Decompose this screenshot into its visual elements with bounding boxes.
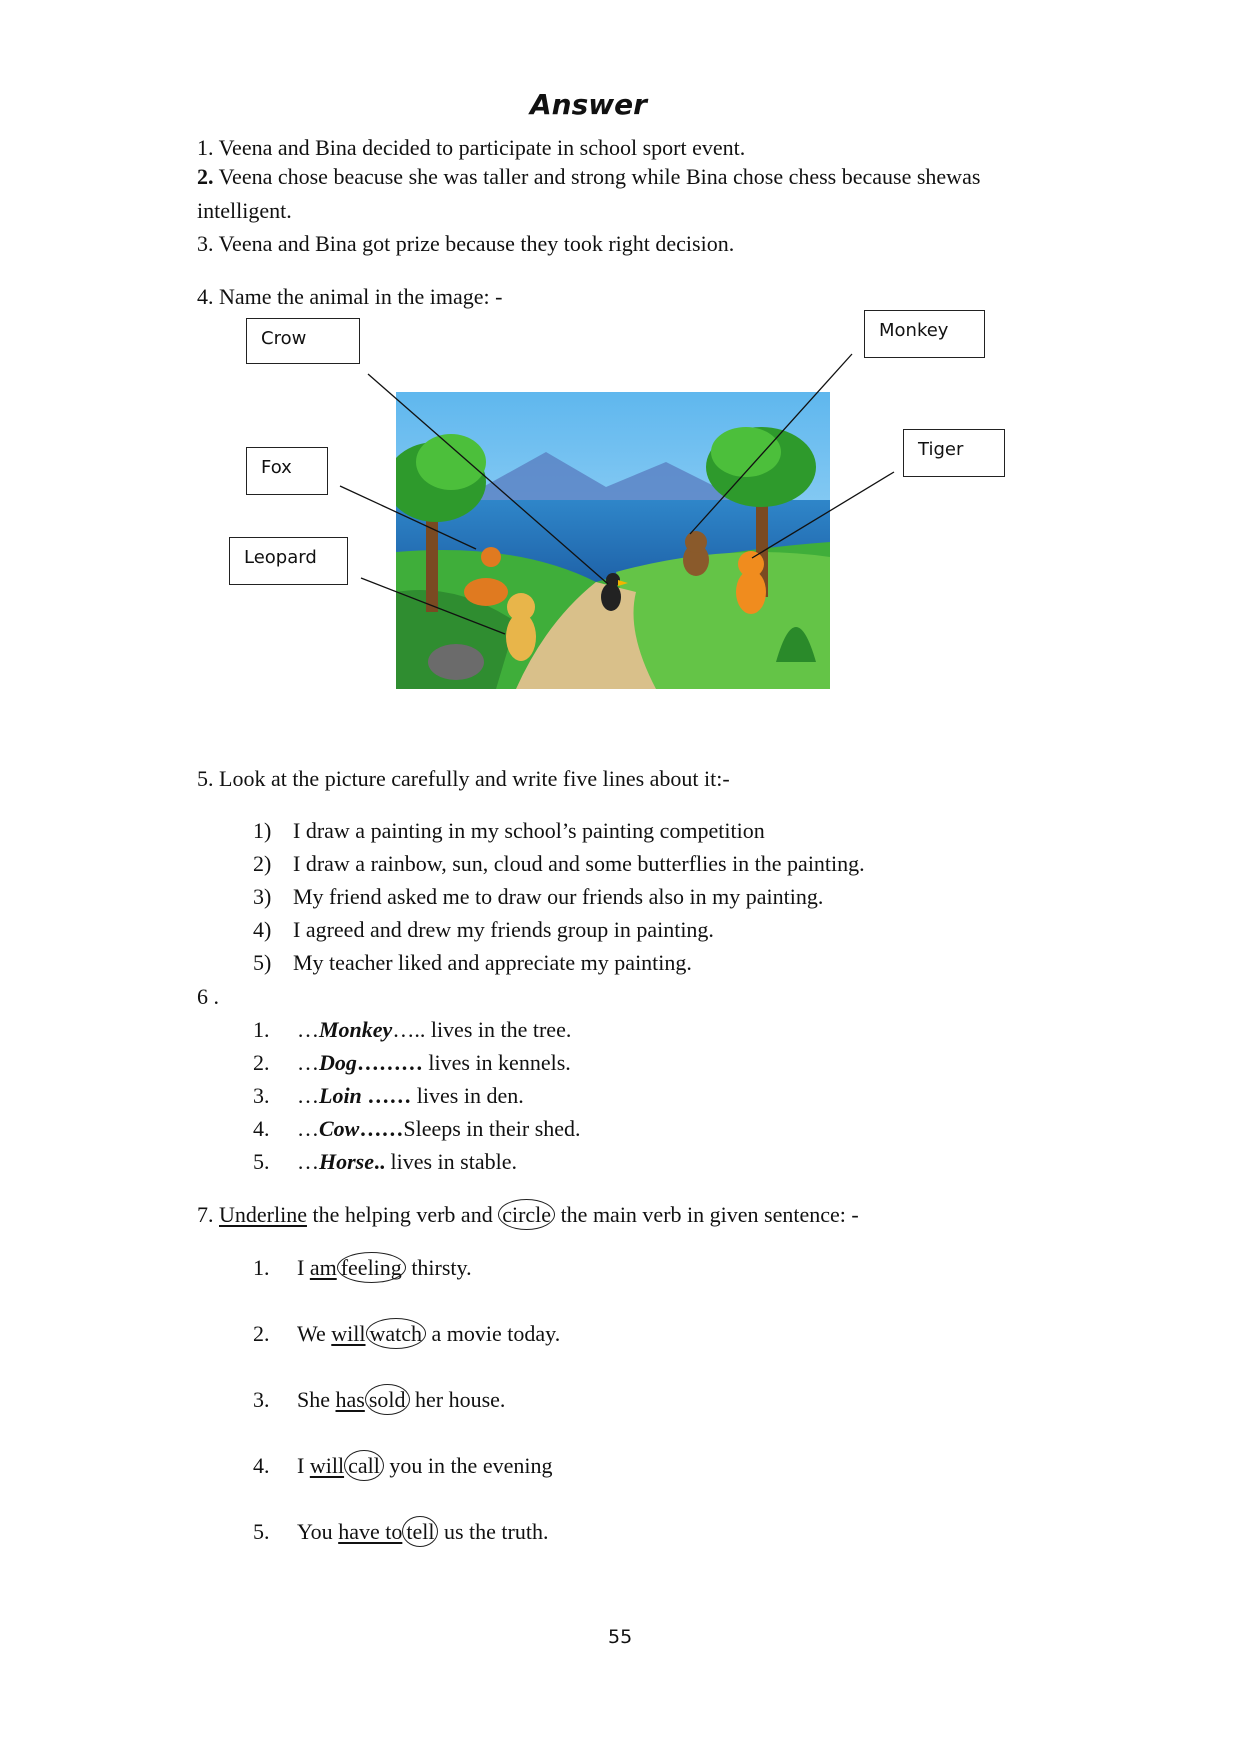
list-item-number: 4.	[253, 1453, 270, 1478]
list-item-number: 5)	[253, 950, 272, 975]
list-item-number: 5.	[253, 1149, 270, 1174]
helping-verb: am	[309, 1255, 337, 1280]
answer-1: 1. Veena and Bina decided to participate in school sport event.	[197, 135, 746, 160]
main-verb: watch	[366, 1318, 427, 1349]
list-item-text: lives in stable.	[385, 1149, 517, 1174]
label-connector-lines	[0, 0, 1241, 760]
list-item	[253, 1518, 548, 1546]
main-verb: feeling	[337, 1252, 406, 1283]
blank-dots: ……	[361, 1083, 412, 1108]
list-item-number: 1.	[253, 1255, 270, 1280]
main-verb: sold	[365, 1384, 410, 1415]
blank-dots: ..	[374, 1149, 385, 1174]
list-item-text: I agreed and drew my friends group in painting.	[293, 917, 714, 942]
blank-dots: ……	[359, 1116, 404, 1141]
list-item-text: lives in the tree.	[425, 1017, 572, 1042]
sentence-text: you in the evening	[383, 1453, 553, 1478]
underline-word: Underline	[219, 1202, 307, 1227]
list-item-number: 3)	[253, 884, 272, 909]
list-item-number: 1)	[253, 818, 272, 843]
helping-verb: have to	[338, 1519, 403, 1544]
blank-dots: …	[297, 1050, 319, 1075]
label-tiger: Tiger	[903, 429, 1005, 477]
list-item	[253, 1115, 581, 1143]
main-verb: call	[344, 1450, 384, 1481]
label-crow: Crow	[246, 318, 360, 364]
blank-dots: …..	[392, 1017, 426, 1042]
list-item	[253, 850, 865, 878]
list-item-text: I draw a painting in my school’s painting competition	[293, 818, 765, 843]
list-item	[253, 883, 823, 911]
list-item-number: 5.	[253, 1519, 270, 1544]
prompt-text: 7.	[197, 1202, 219, 1227]
list-item	[253, 1452, 552, 1480]
answer-3: 3. Veena and Bina got prize because they took right decision.	[197, 231, 735, 256]
list-item	[253, 1148, 517, 1176]
list-item	[253, 1082, 524, 1110]
helping-verb: has	[335, 1387, 365, 1412]
list-item-text: Sleeps in their shed.	[403, 1116, 581, 1141]
sentence-text: thirsty.	[405, 1255, 472, 1280]
list-item	[253, 1254, 472, 1282]
sentence-text: I	[297, 1255, 310, 1280]
blank-answer: Loin	[319, 1083, 362, 1108]
list-item-text: lives in den.	[411, 1083, 524, 1108]
blank-dots: ………	[356, 1050, 423, 1075]
prompt-text: the helping verb and	[306, 1202, 499, 1227]
question-7-prompt	[197, 1201, 859, 1229]
question-4-prompt: 4. Name the animal in the image: -	[197, 284, 503, 309]
circled-word: circle	[498, 1199, 555, 1230]
blank-answer: Horse	[319, 1149, 374, 1174]
list-item-number: 2.	[253, 1050, 270, 1075]
main-verb: tell	[402, 1516, 438, 1547]
list-item	[253, 916, 714, 944]
page-title: Answer	[530, 88, 647, 121]
sentence-text: You	[297, 1519, 339, 1544]
sentence-text: us the truth.	[438, 1519, 549, 1544]
list-item	[253, 1320, 560, 1348]
list-item-text: My teacher liked and appreciate my painting.	[293, 950, 692, 975]
list-item-number: 2.	[253, 1321, 270, 1346]
list-item	[253, 817, 765, 845]
sentence-text: her house.	[409, 1387, 506, 1412]
label-fox: Fox	[246, 447, 328, 495]
list-item-number: 2)	[253, 851, 272, 876]
list-item-text: I draw a rainbow, sun, cloud and some butterflies in the painting.	[293, 851, 865, 876]
list-item-text: lives in kennels.	[422, 1050, 571, 1075]
blank-dots: …	[297, 1083, 319, 1108]
prompt-text: the main verb in given sentence: -	[555, 1202, 859, 1227]
list-item-text: My friend asked me to draw our friends also in my painting.	[293, 884, 824, 909]
answer-2-line-2: intelligent.	[197, 198, 292, 223]
sentence-text: I	[297, 1453, 310, 1478]
answer-2-text: Veena chose beacuse she was taller and strong while Bina chose chess because shewas	[218, 164, 981, 189]
sentence-text: She	[297, 1387, 336, 1412]
list-item-number: 4.	[253, 1116, 270, 1141]
blank-answer: Dog	[319, 1050, 357, 1075]
list-item	[253, 1049, 571, 1077]
list-item-number: 4)	[253, 917, 272, 942]
question-6-heading: 6 .	[197, 984, 219, 1009]
blank-dots: …	[297, 1017, 319, 1042]
label-leopard: Leopard	[229, 537, 348, 585]
blank-dots: …	[297, 1116, 319, 1141]
list-item	[253, 1386, 505, 1414]
list-item-number: 1.	[253, 1017, 270, 1042]
helping-verb: will	[331, 1321, 366, 1346]
list-item	[253, 949, 692, 977]
sentence-text: We	[297, 1321, 332, 1346]
sentence-text: a movie today.	[426, 1321, 561, 1346]
list-item-number: 3.	[253, 1387, 270, 1412]
blank-dots: …	[297, 1149, 319, 1174]
blank-answer: Monkey	[319, 1017, 393, 1042]
blank-answer: Cow	[319, 1116, 360, 1141]
helping-verb: will	[309, 1453, 345, 1478]
label-monkey: Monkey	[864, 310, 985, 358]
page-number: 55	[608, 1626, 633, 1648]
list-item-number: 3.	[253, 1083, 270, 1108]
answer-2-number: 2.	[197, 164, 214, 189]
list-item	[253, 1016, 571, 1044]
question-5-prompt: 5. Look at the picture carefully and write five lines about it:-	[197, 766, 730, 791]
